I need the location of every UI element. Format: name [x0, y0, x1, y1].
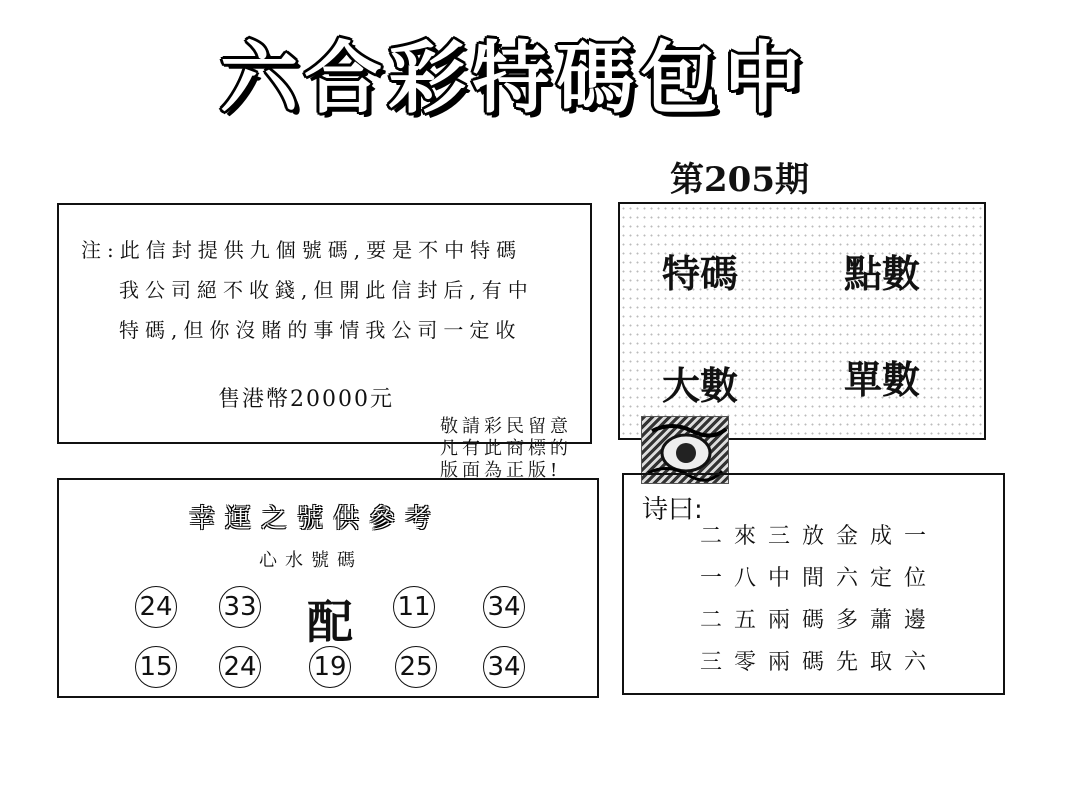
category-special: 特碼: [662, 252, 739, 296]
number-ball: 34: [483, 646, 525, 688]
price-text: 售港幣20000元: [218, 387, 394, 412]
note-line: 特碼,但你沒賭的事情我公司一定收: [119, 318, 522, 342]
note-line: 注:此信封提供九個號碼,要是不中特碼: [81, 238, 523, 262]
lucky-numbers-box: [57, 478, 599, 698]
number-ball: 24: [219, 646, 261, 688]
poem-heading: 诗曰:: [642, 495, 703, 525]
number-ball: 34: [483, 586, 525, 628]
pair-label: 配: [307, 595, 353, 649]
poem-line: 二來三放金成一: [700, 524, 939, 549]
poem-line: 一八中間六定位: [700, 566, 939, 591]
authenticity-notice: [440, 416, 620, 482]
category-box: [618, 202, 986, 440]
number-ball: 24: [135, 586, 177, 628]
number-ball: 19: [309, 646, 351, 688]
notice-line: 凡有此商標的: [440, 438, 572, 459]
category-big: 大數: [662, 364, 739, 408]
note-line: 我公司絕不收錢,但開此信封后,有中: [119, 278, 534, 302]
lucky-heading: 幸運之號供參考: [189, 504, 442, 534]
lucky-subheading: 心水號碼: [259, 550, 363, 571]
poem-line: 二五兩碼多蕭邊: [700, 608, 939, 633]
page-title: 六合彩特碼包中: [220, 33, 809, 124]
poem-line: 三零兩碼先取六: [700, 650, 939, 675]
issue-number: 第205期: [670, 160, 809, 200]
poem-box: [622, 473, 1005, 695]
notice-line: 版面為正版!: [440, 460, 562, 481]
number-ball: 33: [219, 586, 261, 628]
category-points: 點數: [844, 252, 921, 296]
category-odd: 單數: [844, 358, 921, 402]
notice-line: 敬請彩民留意: [440, 416, 572, 437]
number-ball: 25: [395, 646, 437, 688]
number-ball: 11: [393, 586, 435, 628]
number-ball: 15: [135, 646, 177, 688]
